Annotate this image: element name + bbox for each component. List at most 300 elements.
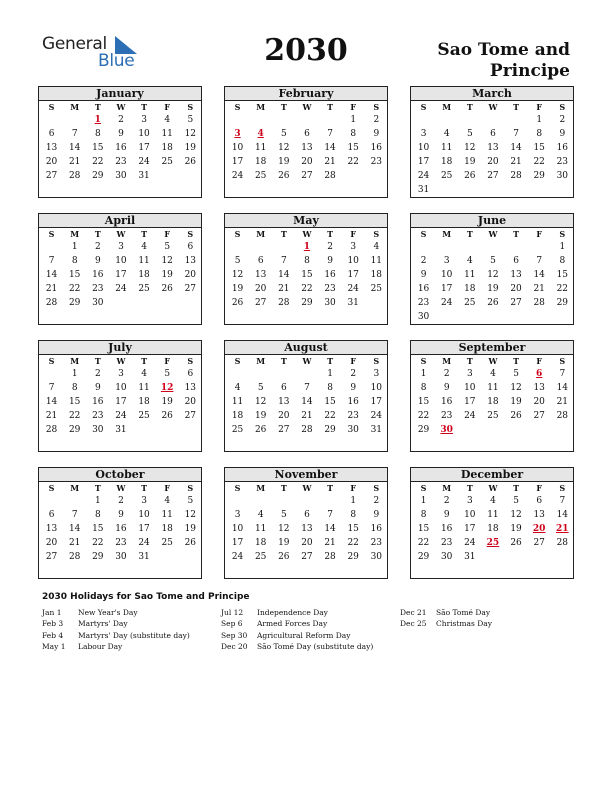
day-cell: 24 (417, 171, 430, 181)
day-cell: 7 (513, 129, 519, 139)
weekday-header: M (442, 102, 452, 112)
month-september (410, 340, 574, 452)
month-name: December (411, 468, 573, 482)
day-cell: 26 (510, 411, 522, 421)
weekday-header: F (350, 229, 357, 239)
day-cell: 15 (347, 524, 359, 534)
day-cell: 20 (278, 411, 290, 421)
day-cell: 11 (254, 143, 267, 153)
day-cell: 2 (327, 242, 333, 252)
day-cell: 13 (301, 524, 313, 534)
empty-day-cell (226, 113, 249, 127)
weekday-header: F (536, 483, 543, 493)
day-cell: 8 (536, 129, 543, 139)
day-cell: 30 (370, 552, 383, 562)
holiday-day-cell: 1 (303, 242, 311, 252)
day-cell: 27 (301, 171, 313, 181)
month-name: January (39, 87, 201, 101)
weekday-header: F (350, 356, 357, 366)
day-cell: 27 (533, 538, 545, 548)
day-cell: 8 (71, 383, 78, 393)
day-cell: 18 (161, 524, 173, 534)
weekday-header: S (420, 102, 427, 112)
month-day-grid (225, 101, 387, 183)
day-cell: 15 (556, 270, 569, 280)
holiday-day-cell: 25 (486, 538, 500, 548)
holiday-date: Dec 20 (221, 641, 248, 651)
day-cell: 25 (161, 157, 173, 167)
weekday-header: W (488, 483, 498, 493)
holiday-date: Dec 21 (400, 608, 427, 617)
empty-day-cell (40, 113, 63, 127)
month-name: August (225, 341, 387, 355)
day-cell: 29 (533, 171, 545, 181)
weekday-header: W (116, 483, 126, 493)
day-cell: 24 (347, 284, 359, 294)
empty-day-cell (249, 494, 272, 508)
day-cell: 31 (138, 171, 150, 181)
day-cell: 11 (161, 129, 173, 139)
day-cell: 19 (278, 538, 290, 548)
month-may (224, 213, 388, 325)
page-title-year: 2030 (264, 33, 348, 68)
day-cell: 1 (536, 115, 543, 125)
holiday-column (42, 607, 190, 652)
day-cell: 17 (464, 397, 476, 407)
day-cell: 9 (420, 270, 427, 280)
day-cell: 25 (370, 284, 383, 294)
day-cell: 4 (490, 496, 496, 506)
day-cell: 20 (184, 270, 197, 280)
day-cell: 24 (115, 284, 127, 294)
day-cell: 23 (417, 298, 430, 308)
empty-day-cell (40, 367, 63, 381)
day-cell: 27 (301, 552, 313, 562)
weekday-header: S (187, 102, 194, 112)
day-cell: 2 (420, 256, 427, 266)
weekday-header: S (559, 102, 566, 112)
day-cell: 8 (304, 256, 310, 266)
day-cell: 20 (533, 397, 545, 407)
holiday-day-cell: 1 (94, 115, 101, 125)
day-cell: 27 (510, 298, 522, 308)
country-name: Sao Tome and Principe (437, 40, 570, 81)
holiday-name: New Year's Day (78, 608, 138, 617)
day-cell: 17 (417, 157, 430, 167)
day-cell: 19 (487, 284, 499, 294)
day-cell: 14 (556, 510, 569, 520)
holiday-column (221, 607, 373, 652)
day-cell: 21 (301, 411, 313, 421)
weekday-header: S (234, 483, 241, 493)
month-november (224, 467, 388, 579)
weekday-header: F (536, 229, 543, 239)
day-cell: 31 (464, 552, 476, 562)
day-cell: 5 (513, 496, 519, 506)
weekday-header: S (420, 483, 427, 493)
day-cell: 23 (556, 157, 569, 167)
day-cell: 27 (278, 425, 290, 435)
day-cell: 26 (184, 538, 197, 548)
day-cell: 16 (440, 397, 453, 407)
weekday-header: S (373, 229, 380, 239)
day-cell: 10 (231, 524, 244, 534)
day-cell: 14 (68, 524, 81, 534)
day-cell: 16 (324, 270, 336, 280)
holiday-date: Feb 4 (42, 630, 64, 640)
day-cell: 22 (68, 411, 81, 421)
day-cell: 6 (513, 256, 519, 266)
weekday-header: F (164, 229, 171, 239)
empty-day-cell (458, 240, 481, 254)
day-cell: 18 (487, 397, 499, 407)
day-cell: 21 (45, 411, 58, 421)
day-cell: 7 (71, 510, 78, 520)
day-cell: 11 (370, 256, 383, 266)
empty-day-cell (40, 240, 63, 254)
day-cell: 2 (118, 115, 124, 125)
day-cell: 17 (347, 270, 359, 280)
day-cell: 23 (92, 411, 104, 421)
day-cell: 6 (187, 369, 194, 379)
holiday-column (400, 607, 492, 630)
day-cell: 10 (138, 510, 150, 520)
day-cell: 15 (301, 270, 313, 280)
weekday-header: T (94, 356, 101, 366)
day-cell: 18 (254, 157, 267, 167)
empty-day-cell (226, 240, 249, 254)
weekday-header: T (513, 229, 520, 239)
weekday-header: F (164, 483, 171, 493)
day-cell: 10 (440, 270, 453, 280)
day-cell: 29 (92, 171, 104, 181)
weekday-header: W (116, 102, 126, 112)
month-name: June (411, 214, 573, 228)
month-name: March (411, 87, 573, 101)
day-cell: 14 (278, 270, 290, 280)
day-cell: 18 (161, 143, 173, 153)
day-cell: 31 (138, 552, 150, 562)
month-day-grid (39, 482, 201, 564)
day-cell: 13 (278, 397, 290, 407)
weekday-header: S (187, 483, 194, 493)
day-cell: 12 (464, 143, 476, 153)
day-cell: 27 (45, 171, 58, 181)
weekday-header: T (141, 102, 148, 112)
weekday-header: T (94, 483, 101, 493)
day-cell: 24 (231, 171, 244, 181)
day-cell: 3 (466, 496, 473, 506)
day-cell: 7 (48, 383, 55, 393)
weekday-header: T (280, 483, 287, 493)
holiday-date: Dec 25 (400, 619, 427, 629)
day-cell: 23 (440, 411, 453, 421)
holiday-row (221, 607, 373, 618)
weekday-header: T (466, 356, 473, 366)
day-cell: 16 (370, 143, 383, 153)
month-name: February (225, 87, 387, 101)
weekday-header: T (141, 229, 148, 239)
day-cell: 8 (94, 510, 101, 520)
holiday-day-cell: 12 (160, 383, 174, 393)
day-cell: 21 (324, 157, 336, 167)
day-cell: 12 (278, 143, 290, 153)
day-cell: 17 (231, 538, 244, 548)
day-cell: 21 (68, 157, 81, 167)
day-cell: 31 (115, 425, 127, 435)
weekday-header: S (234, 229, 241, 239)
weekday-header: S (559, 356, 566, 366)
day-cell: 5 (280, 510, 287, 520)
day-cell: 16 (347, 397, 359, 407)
day-cell: 28 (510, 171, 522, 181)
empty-day-cell (481, 113, 504, 127)
logo-word-blue: Blue (98, 51, 135, 71)
day-cell: 29 (347, 552, 359, 562)
day-cell: 11 (440, 143, 453, 153)
empty-day-cell (412, 240, 435, 254)
day-cell: 22 (68, 284, 81, 294)
day-cell: 2 (443, 369, 450, 379)
day-cell: 25 (138, 411, 150, 421)
weekday-header: S (48, 483, 55, 493)
weekday-header: W (302, 483, 312, 493)
day-cell: 25 (231, 425, 244, 435)
day-cell: 30 (347, 425, 359, 435)
day-cell: 9 (373, 129, 380, 139)
day-cell: 16 (556, 143, 569, 153)
day-cell: 18 (440, 157, 453, 167)
day-cell: 23 (440, 538, 453, 548)
day-cell: 26 (231, 298, 244, 308)
day-cell: 12 (278, 524, 290, 534)
weekday-header: T (141, 356, 148, 366)
weekday-header: F (536, 356, 543, 366)
day-cell: 28 (45, 425, 58, 435)
holiday-day-cell: 30 (440, 425, 453, 435)
logo-word-general: General (42, 34, 107, 54)
holiday-day-cell: 3 (234, 129, 241, 139)
day-cell: 5 (490, 256, 496, 266)
day-cell: 9 (327, 256, 333, 266)
day-cell: 6 (280, 383, 287, 393)
weekday-header: W (302, 356, 312, 366)
day-cell: 19 (161, 270, 173, 280)
day-cell: 3 (466, 369, 473, 379)
day-cell: 7 (48, 256, 55, 266)
holiday-day-cell: 6 (536, 369, 543, 379)
day-cell: 4 (164, 496, 171, 506)
day-cell: 23 (115, 157, 127, 167)
day-cell: 13 (45, 143, 58, 153)
day-cell: 13 (184, 383, 197, 393)
day-cell: 25 (487, 411, 499, 421)
weekday-header: M (442, 229, 452, 239)
day-cell: 10 (115, 256, 127, 266)
day-cell: 14 (324, 143, 336, 153)
day-cell: 19 (510, 397, 522, 407)
empty-day-cell (249, 113, 272, 127)
day-cell: 16 (92, 397, 104, 407)
weekday-header: S (373, 356, 380, 366)
day-cell: 27 (254, 298, 267, 308)
weekday-header: T (513, 356, 520, 366)
empty-day-cell (505, 113, 528, 127)
day-cell: 26 (184, 157, 197, 167)
day-cell: 23 (347, 411, 359, 421)
holiday-row (42, 641, 190, 652)
day-cell: 29 (417, 552, 430, 562)
empty-day-cell (505, 240, 528, 254)
day-cell: 20 (301, 538, 313, 548)
weekday-header: W (302, 229, 312, 239)
day-cell: 8 (94, 129, 101, 139)
month-name: July (39, 341, 201, 355)
day-cell: 2 (373, 115, 380, 125)
day-cell: 28 (68, 171, 81, 181)
day-cell: 11 (231, 397, 244, 407)
day-cell: 10 (347, 256, 359, 266)
day-cell: 15 (417, 397, 430, 407)
day-cell: 7 (327, 510, 333, 520)
weekday-header: T (327, 356, 334, 366)
day-cell: 17 (115, 270, 127, 280)
day-cell: 16 (417, 284, 430, 294)
day-cell: 13 (254, 270, 267, 280)
holiday-row (221, 641, 373, 652)
holiday-date: Sep 30 (221, 630, 248, 640)
day-cell: 1 (94, 496, 101, 506)
day-cell: 27 (184, 411, 197, 421)
day-cell: 27 (533, 411, 545, 421)
holiday-row (42, 630, 190, 641)
day-cell: 1 (350, 496, 357, 506)
day-cell: 4 (141, 242, 147, 252)
weekday-header: S (234, 356, 241, 366)
day-cell: 4 (257, 510, 264, 520)
day-cell: 10 (231, 143, 244, 153)
day-cell: 21 (510, 157, 522, 167)
day-cell: 8 (327, 383, 333, 393)
weekday-header: F (350, 483, 357, 493)
empty-day-cell (412, 113, 435, 127)
day-cell: 22 (301, 284, 313, 294)
month-name: May (225, 214, 387, 228)
empty-day-cell (226, 494, 249, 508)
holiday-date: May 1 (42, 641, 66, 651)
weekday-header: M (256, 356, 266, 366)
month-january (38, 86, 202, 198)
weekday-header: T (327, 229, 334, 239)
weekday-header: S (48, 229, 55, 239)
day-cell: 31 (347, 298, 359, 308)
day-cell: 28 (301, 425, 313, 435)
holiday-day-cell: 4 (257, 129, 264, 139)
day-cell: 13 (184, 256, 197, 266)
day-cell: 19 (510, 524, 522, 534)
day-cell: 17 (464, 524, 476, 534)
weekday-header: T (280, 229, 287, 239)
day-cell: 26 (487, 298, 499, 308)
weekday-header: S (420, 356, 427, 366)
day-cell: 2 (373, 496, 380, 506)
day-cell: 22 (92, 157, 104, 167)
day-cell: 8 (420, 383, 427, 393)
day-cell: 12 (487, 270, 499, 280)
day-cell: 19 (161, 397, 173, 407)
day-cell: 4 (490, 369, 496, 379)
day-cell: 3 (141, 496, 147, 506)
month-name: April (39, 214, 201, 228)
weekday-header: T (141, 483, 148, 493)
day-cell: 22 (92, 538, 104, 548)
day-cell: 26 (464, 171, 476, 181)
day-cell: 11 (464, 270, 476, 280)
weekday-header: S (373, 102, 380, 112)
day-cell: 29 (324, 425, 336, 435)
weekday-header: S (234, 102, 241, 112)
day-cell: 24 (138, 157, 150, 167)
empty-day-cell (249, 240, 272, 254)
holiday-name: Christmas Day (436, 619, 492, 629)
day-cell: 15 (92, 143, 104, 153)
day-cell: 1 (327, 369, 333, 379)
day-cell: 11 (138, 256, 150, 266)
day-cell: 21 (68, 538, 81, 548)
empty-day-cell (295, 367, 318, 381)
day-cell: 16 (92, 270, 104, 280)
day-cell: 20 (254, 284, 267, 294)
holiday-row (400, 618, 492, 629)
holiday-name: Independence Day (257, 608, 328, 617)
day-cell: 23 (92, 284, 104, 294)
weekday-header: F (350, 102, 357, 112)
holiday-date: Sep 6 (221, 619, 243, 629)
day-cell: 22 (417, 538, 430, 548)
month-day-grid (39, 355, 201, 437)
day-cell: 20 (184, 397, 197, 407)
day-cell: 13 (45, 524, 58, 534)
weekday-header: S (187, 356, 194, 366)
day-cell: 30 (92, 425, 104, 435)
day-cell: 4 (164, 115, 171, 125)
day-cell: 22 (556, 284, 569, 294)
weekday-header: M (256, 102, 266, 112)
empty-day-cell (63, 494, 86, 508)
day-cell: 11 (161, 510, 173, 520)
day-cell: 7 (280, 256, 287, 266)
weekday-header: M (70, 483, 80, 493)
day-cell: 4 (234, 383, 241, 393)
day-cell: 2 (94, 242, 101, 252)
day-cell: 5 (187, 496, 194, 506)
day-cell: 15 (347, 143, 359, 153)
day-cell: 29 (92, 552, 104, 562)
day-cell: 9 (350, 383, 357, 393)
day-cell: 12 (254, 397, 267, 407)
holidays-title: 2030 Holidays for Sao Tome and Principe (42, 592, 250, 602)
weekday-header: T (327, 483, 334, 493)
day-cell: 26 (254, 425, 267, 435)
day-cell: 5 (513, 369, 519, 379)
day-cell: 8 (420, 510, 427, 520)
day-cell: 31 (417, 185, 430, 195)
empty-day-cell (272, 113, 295, 127)
month-day-grid (225, 482, 387, 564)
day-cell: 8 (559, 256, 566, 266)
day-cell: 3 (420, 129, 427, 139)
day-cell: 12 (231, 270, 244, 280)
